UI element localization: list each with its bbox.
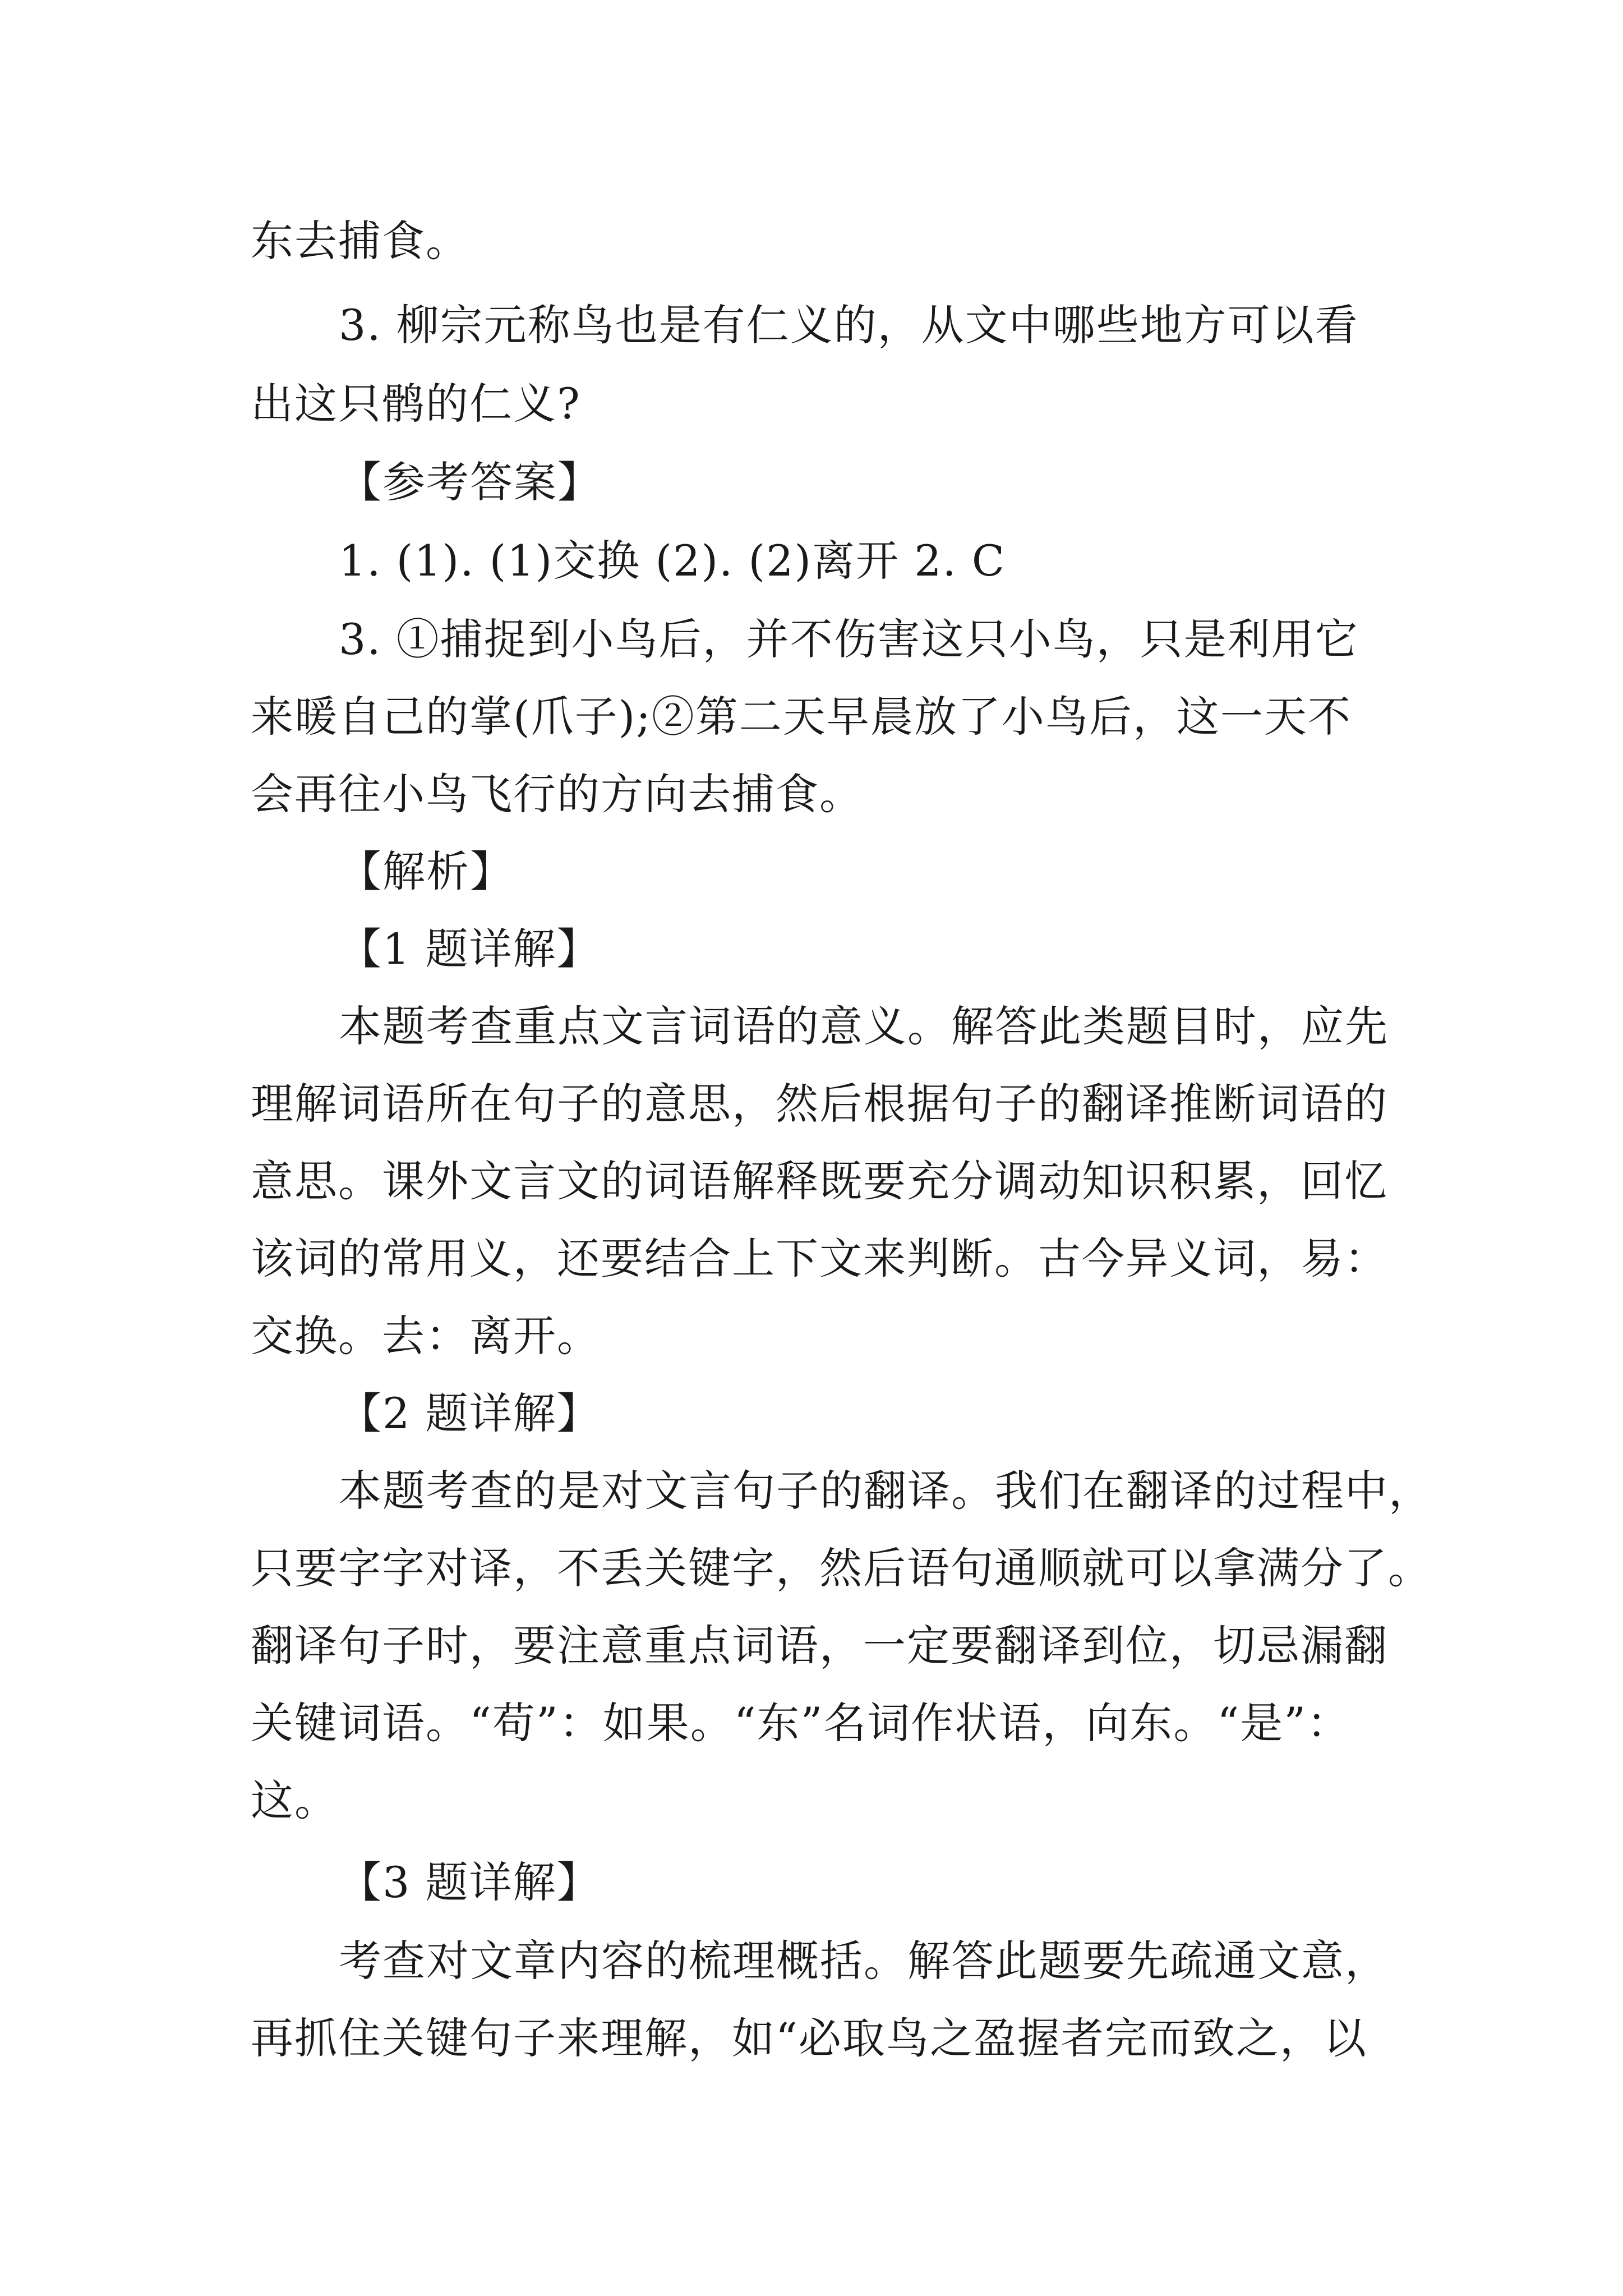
subheading-q1: 【1 题详解】 [339, 924, 601, 974]
question-3: 3. 柳宗元称鸟也是有仁义的，从文中哪些地方可以看 [339, 300, 1359, 350]
text-line: 关键词语。“苟”：如果。“东”名词作状语，向东。“是”： [251, 1698, 1351, 1748]
text-line: 只要字字对译，不丢关键字，然后语句通顺就可以拿满分了。 [251, 1543, 1432, 1593]
section-heading-answer: 【参考答案】 [339, 457, 601, 507]
text-line: 来暖自己的掌(爪子);②第二天早晨放了小鸟后，这一天不 [251, 692, 1352, 742]
text-line: 交换。去：离开。 [251, 1311, 601, 1361]
text-line: 出这只鹘的仁义? [251, 379, 581, 429]
text-line: 这。 [251, 1775, 338, 1825]
text-line: 翻译句子时，要注意重点词语，一定要翻译到位，切忌漏翻 [251, 1621, 1388, 1671]
subheading-q2: 【2 题详解】 [339, 1388, 601, 1438]
text-line: 会再往小鸟飞行的方向去捕食。 [251, 769, 863, 819]
answer-1-2: 1. (1). (1)交换 (2). (2)离开 2. C [339, 536, 1006, 586]
paragraph-start: 本题考查的是对文言句子的翻译。我们在翻译的过程中， [339, 1466, 1432, 1516]
paragraph-start: 考查对文章内容的梳理概括。解答此题要先疏通文意， [339, 1936, 1389, 1986]
subheading-q3: 【3 题详解】 [339, 1857, 601, 1907]
paragraph-start: 本题考查重点文言词语的意义。解答此类题目时，应先 [339, 1001, 1389, 1051]
text-line: 东去捕食。 [251, 216, 469, 266]
text-line: 再抓住关键句子来理解，如“必取鸟之盈握者完而致之，以 [251, 2013, 1367, 2063]
answer-3: 3. ①捕捉到小鸟后，并不伤害这只小鸟，只是利用它 [339, 614, 1359, 664]
text-line: 理解词语所在句子的意思，然后根据句子的翻译推断词语的 [251, 1079, 1388, 1129]
text-line: 意思。课外文言文的词语解释既要充分调动知识积累，回忆 [251, 1156, 1388, 1206]
text-line: 该词的常用义，还要结合上下文来判断。古今异义词，易： [251, 1234, 1388, 1283]
section-heading-analysis: 【解析】 [339, 846, 514, 896]
